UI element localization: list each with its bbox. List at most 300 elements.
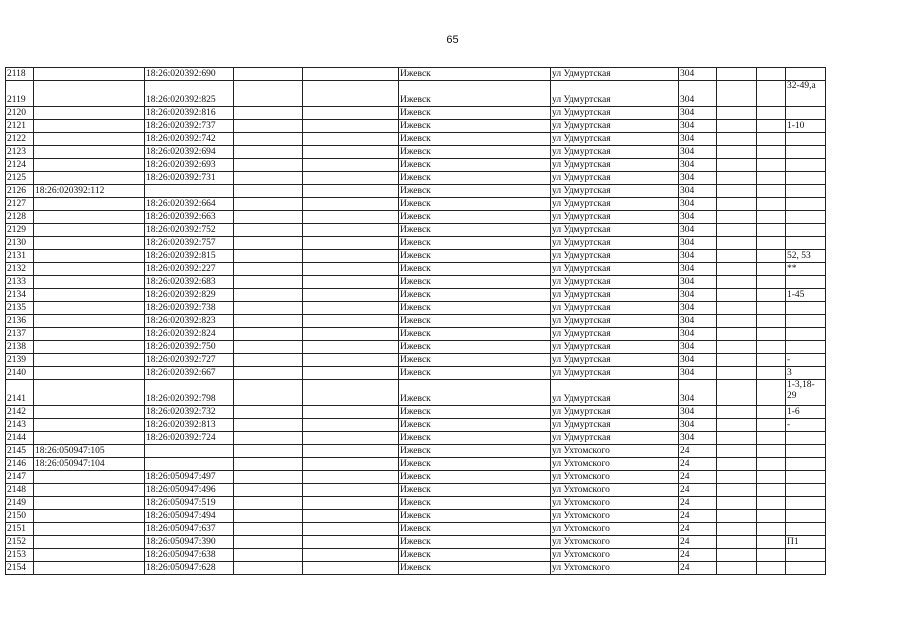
empty-cell [234,419,303,432]
empty-cell [717,523,757,536]
note-cell: - [786,419,826,432]
street-cell: ул Удмуртская [551,367,679,380]
empty-cell [717,289,757,302]
note-cell: 32-49,а [786,81,826,107]
row-number-cell: 2133 [6,276,34,289]
room-cadastral-number-cell: 18:26:020392:823 [145,315,234,328]
city-cell: Ижевск [399,172,551,185]
empty-cell [303,406,399,419]
note-cell [786,315,826,328]
table-row [6,549,826,562]
empty-cell [757,458,786,471]
row-number-cell: 2152 [6,536,34,549]
table-row [6,146,826,159]
street-cell: ул Удмуртская [551,432,679,445]
street-cell: ул Удмуртская [551,250,679,263]
row-number-cell: 2138 [6,341,34,354]
table-row [6,458,826,471]
street-cell: ул Удмуртская [551,341,679,354]
building-cadastral-number-cell [34,510,145,523]
city-cell: Ижевск [399,367,551,380]
city-cell: Ижевск [399,315,551,328]
room-cadastral-number-cell: 18:26:020392:683 [145,276,234,289]
room-cadastral-number-cell: 18:26:020392:815 [145,250,234,263]
room-cadastral-number-cell: 18:26:020392:693 [145,159,234,172]
house-number-cell: 304 [679,380,717,406]
house-number-cell: 24 [679,484,717,497]
city-cell: Ижевск [399,146,551,159]
street-cell: ул Удмуртская [551,224,679,237]
street-cell: ул Удмуртская [551,289,679,302]
empty-cell [717,432,757,445]
note-cell [786,276,826,289]
empty-cell [303,445,399,458]
building-cadastral-number-cell [34,81,145,107]
street-cell: ул Удмуртская [551,211,679,224]
building-cadastral-number-cell: 18:26:020392:112 [34,185,145,198]
building-cadastral-number-cell [34,159,145,172]
note-cell: - [786,354,826,367]
empty-cell [717,406,757,419]
empty-cell [757,81,786,107]
empty-cell [234,146,303,159]
empty-cell [234,432,303,445]
empty-cell [234,302,303,315]
room-cadastral-number-cell: 18:26:020392:727 [145,354,234,367]
building-cadastral-number-cell [34,432,145,445]
empty-cell [757,341,786,354]
empty-cell [303,263,399,276]
room-cadastral-number-cell [145,185,234,198]
table-row [6,289,826,302]
note-cell: 52, 53 [786,250,826,263]
house-number-cell: 304 [679,172,717,185]
note-cell: 1-10 [786,120,826,133]
empty-cell [757,562,786,575]
empty-cell [234,198,303,211]
city-cell: Ижевск [399,107,551,120]
row-number-cell: 2130 [6,237,34,250]
building-cadastral-number-cell [34,536,145,549]
empty-cell [303,419,399,432]
note-cell [786,445,826,458]
house-number-cell: 304 [679,354,717,367]
empty-cell [717,315,757,328]
house-number-cell: 304 [679,120,717,133]
empty-cell [717,120,757,133]
table-row [6,237,826,250]
empty-cell [757,328,786,341]
table-row [6,497,826,510]
empty-cell [303,107,399,120]
row-number-cell: 2122 [6,133,34,146]
empty-cell [303,198,399,211]
empty-cell [717,198,757,211]
empty-cell [234,107,303,120]
room-cadastral-number-cell: 18:26:050947:494 [145,510,234,523]
city-cell: Ижевск [399,523,551,536]
row-number-cell: 2143 [6,419,34,432]
note-cell [786,562,826,575]
house-number-cell: 304 [679,133,717,146]
house-number-cell: 304 [679,406,717,419]
street-cell: ул Удмуртская [551,107,679,120]
row-number-cell: 2125 [6,172,34,185]
building-cadastral-number-cell [34,328,145,341]
row-number-cell: 2132 [6,263,34,276]
empty-cell [234,185,303,198]
building-cadastral-number-cell [34,419,145,432]
empty-cell [717,172,757,185]
empty-cell [757,523,786,536]
street-cell: ул Удмуртская [551,146,679,159]
empty-cell [303,536,399,549]
empty-cell [717,471,757,484]
street-cell: ул Ухтомского [551,445,679,458]
empty-cell [303,172,399,185]
empty-cell [234,120,303,133]
note-cell [786,341,826,354]
house-number-cell: 304 [679,289,717,302]
city-cell: Ижевск [399,302,551,315]
empty-cell [234,263,303,276]
house-number-cell: 304 [679,367,717,380]
city-cell: Ижевск [399,68,551,81]
empty-cell [234,484,303,497]
city-cell: Ижевск [399,497,551,510]
table-row [6,198,826,211]
building-cadastral-number-cell [34,146,145,159]
table-row [6,315,826,328]
table-row [6,510,826,523]
table-row [6,471,826,484]
empty-cell [303,328,399,341]
empty-cell [234,276,303,289]
house-number-cell: 304 [679,211,717,224]
empty-cell [717,276,757,289]
house-number-cell: 24 [679,445,717,458]
city-cell: Ижевск [399,471,551,484]
row-number-cell: 2123 [6,146,34,159]
house-number-cell: 304 [679,315,717,328]
room-cadastral-number-cell: 18:26:050947:496 [145,484,234,497]
city-cell: Ижевск [399,159,551,172]
empty-cell [303,315,399,328]
row-number-cell: 2120 [6,107,34,120]
empty-cell [717,81,757,107]
empty-cell [303,354,399,367]
city-cell: Ижевск [399,432,551,445]
empty-cell [717,497,757,510]
empty-cell [717,146,757,159]
empty-cell [303,484,399,497]
house-number-cell: 304 [679,250,717,263]
house-number-cell: 24 [679,562,717,575]
empty-cell [717,341,757,354]
empty-cell [234,458,303,471]
empty-cell [234,133,303,146]
empty-cell [717,263,757,276]
room-cadastral-number-cell: 18:26:050947:519 [145,497,234,510]
house-number-cell: 304 [679,68,717,81]
empty-cell [757,172,786,185]
table-row [6,419,826,432]
empty-cell [234,159,303,172]
street-cell: ул Ухтомского [551,510,679,523]
table-row [6,484,826,497]
empty-cell [717,185,757,198]
note-cell [786,211,826,224]
building-cadastral-number-cell [34,549,145,562]
empty-cell [303,146,399,159]
table-row [6,445,826,458]
house-number-cell: 24 [679,523,717,536]
table-row [6,328,826,341]
empty-cell [303,523,399,536]
building-cadastral-number-cell [34,315,145,328]
registry-table [5,67,826,575]
room-cadastral-number-cell: 18:26:020392:824 [145,328,234,341]
note-cell: 1-3,18-29 [786,380,826,406]
empty-cell [303,250,399,263]
room-cadastral-number-cell: 18:26:020392:825 [145,81,234,107]
registry-table-body [6,68,826,575]
room-cadastral-number-cell [145,458,234,471]
row-number-cell: 2137 [6,328,34,341]
table-row [6,185,826,198]
house-number-cell: 304 [679,419,717,432]
empty-cell [757,510,786,523]
empty-cell [757,211,786,224]
note-cell [786,549,826,562]
empty-cell [234,471,303,484]
row-number-cell: 2148 [6,484,34,497]
empty-cell [757,406,786,419]
building-cadastral-number-cell [34,224,145,237]
street-cell: ул Удмуртская [551,237,679,250]
empty-cell [303,159,399,172]
table-row [6,523,826,536]
building-cadastral-number-cell [34,341,145,354]
empty-cell [234,536,303,549]
table-row [6,250,826,263]
city-cell: Ижевск [399,458,551,471]
note-cell [786,302,826,315]
empty-cell [717,328,757,341]
empty-cell [234,510,303,523]
house-number-cell: 24 [679,536,717,549]
building-cadastral-number-cell [34,302,145,315]
empty-cell [717,484,757,497]
empty-cell [303,237,399,250]
city-cell: Ижевск [399,289,551,302]
table-row [6,354,826,367]
row-number-cell: 2150 [6,510,34,523]
room-cadastral-number-cell: 18:26:050947:637 [145,523,234,536]
building-cadastral-number-cell: 18:26:050947:105 [34,445,145,458]
street-cell: ул Удмуртская [551,172,679,185]
note-cell [786,133,826,146]
city-cell: Ижевск [399,250,551,263]
building-cadastral-number-cell [34,471,145,484]
note-cell [786,198,826,211]
row-number-cell: 2153 [6,549,34,562]
empty-cell [234,315,303,328]
empty-cell [234,406,303,419]
row-number-cell: 2142 [6,406,34,419]
empty-cell [303,549,399,562]
room-cadastral-number-cell: 18:26:020392:813 [145,419,234,432]
empty-cell [757,354,786,367]
street-cell: ул Удмуртская [551,263,679,276]
room-cadastral-number-cell: 18:26:050947:497 [145,471,234,484]
city-cell: Ижевск [399,510,551,523]
row-number-cell: 2119 [6,81,34,107]
row-number-cell: 2146 [6,458,34,471]
empty-cell [303,81,399,107]
note-cell: ** [786,263,826,276]
empty-cell [303,68,399,81]
empty-cell [757,380,786,406]
row-number-cell: 2154 [6,562,34,575]
empty-cell [234,237,303,250]
city-cell: Ижевск [399,120,551,133]
room-cadastral-number-cell: 18:26:020392:757 [145,237,234,250]
empty-cell [717,159,757,172]
empty-cell [717,302,757,315]
empty-cell [303,185,399,198]
room-cadastral-number-cell: 18:26:020392:667 [145,367,234,380]
room-cadastral-number-cell: 18:26:020392:798 [145,380,234,406]
empty-cell [717,445,757,458]
city-cell: Ижевск [399,263,551,276]
row-number-cell: 2139 [6,354,34,367]
table-row [6,211,826,224]
note-cell [786,523,826,536]
empty-cell [303,380,399,406]
table-row [6,276,826,289]
empty-cell [234,224,303,237]
street-cell: ул Удмуртская [551,185,679,198]
house-number-cell: 24 [679,510,717,523]
building-cadastral-number-cell [34,172,145,185]
city-cell: Ижевск [399,549,551,562]
building-cadastral-number-cell [34,263,145,276]
empty-cell [303,302,399,315]
building-cadastral-number-cell [34,68,145,81]
empty-cell [303,367,399,380]
row-number-cell: 2144 [6,432,34,445]
empty-cell [717,510,757,523]
empty-cell [717,237,757,250]
empty-cell [234,328,303,341]
empty-cell [234,562,303,575]
house-number-cell: 304 [679,302,717,315]
table-row [6,263,826,276]
room-cadastral-number-cell: 18:26:020392:731 [145,172,234,185]
street-cell: ул Ухтомского [551,471,679,484]
city-cell: Ижевск [399,237,551,250]
city-cell: Ижевск [399,328,551,341]
row-number-cell: 2136 [6,315,34,328]
building-cadastral-number-cell [34,198,145,211]
street-cell: ул Удмуртская [551,406,679,419]
city-cell: Ижевск [399,276,551,289]
house-number-cell: 24 [679,458,717,471]
city-cell: Ижевск [399,484,551,497]
row-number-cell: 2118 [6,68,34,81]
empty-cell [234,497,303,510]
city-cell: Ижевск [399,406,551,419]
empty-cell [757,484,786,497]
empty-cell [757,315,786,328]
empty-cell [234,354,303,367]
building-cadastral-number-cell [34,562,145,575]
empty-cell [757,68,786,81]
room-cadastral-number-cell: 18:26:020392:732 [145,406,234,419]
house-number-cell: 304 [679,81,717,107]
street-cell: ул Ухтомского [551,549,679,562]
empty-cell [757,302,786,315]
city-cell: Ижевск [399,419,551,432]
table-row [6,120,826,133]
empty-cell [757,224,786,237]
note-cell [786,159,826,172]
empty-cell [303,471,399,484]
house-number-cell: 304 [679,224,717,237]
row-number-cell: 2151 [6,523,34,536]
empty-cell [234,523,303,536]
note-cell [786,185,826,198]
empty-cell [234,445,303,458]
room-cadastral-number-cell: 18:26:020392:694 [145,146,234,159]
room-cadastral-number-cell: 18:26:020392:816 [145,107,234,120]
page-number: 65 [446,34,459,46]
note-cell: 3 [786,367,826,380]
street-cell: ул Удмуртская [551,276,679,289]
street-cell: ул Удмуртская [551,315,679,328]
empty-cell [757,250,786,263]
empty-cell [757,471,786,484]
street-cell: ул Ухтомского [551,536,679,549]
building-cadastral-number-cell [34,523,145,536]
building-cadastral-number-cell [34,237,145,250]
house-number-cell: 304 [679,185,717,198]
room-cadastral-number-cell: 18:26:020392:664 [145,198,234,211]
street-cell: ул Удмуртская [551,380,679,406]
note-cell [786,172,826,185]
empty-cell [303,341,399,354]
city-cell: Ижевск [399,198,551,211]
table-row [6,159,826,172]
house-number-cell: 304 [679,198,717,211]
house-number-cell: 304 [679,237,717,250]
street-cell: ул Удмуртская [551,133,679,146]
building-cadastral-number-cell [34,367,145,380]
empty-cell [303,120,399,133]
row-number-cell: 2131 [6,250,34,263]
room-cadastral-number-cell: 18:26:050947:638 [145,549,234,562]
city-cell: Ижевск [399,380,551,406]
empty-cell [757,133,786,146]
street-cell: ул Ухтомского [551,523,679,536]
empty-cell [303,133,399,146]
table-row [6,81,826,107]
room-cadastral-number-cell: 18:26:020392:750 [145,341,234,354]
room-cadastral-number-cell: 18:26:020392:227 [145,263,234,276]
note-cell: П1 [786,536,826,549]
street-cell: ул Удмуртская [551,68,679,81]
